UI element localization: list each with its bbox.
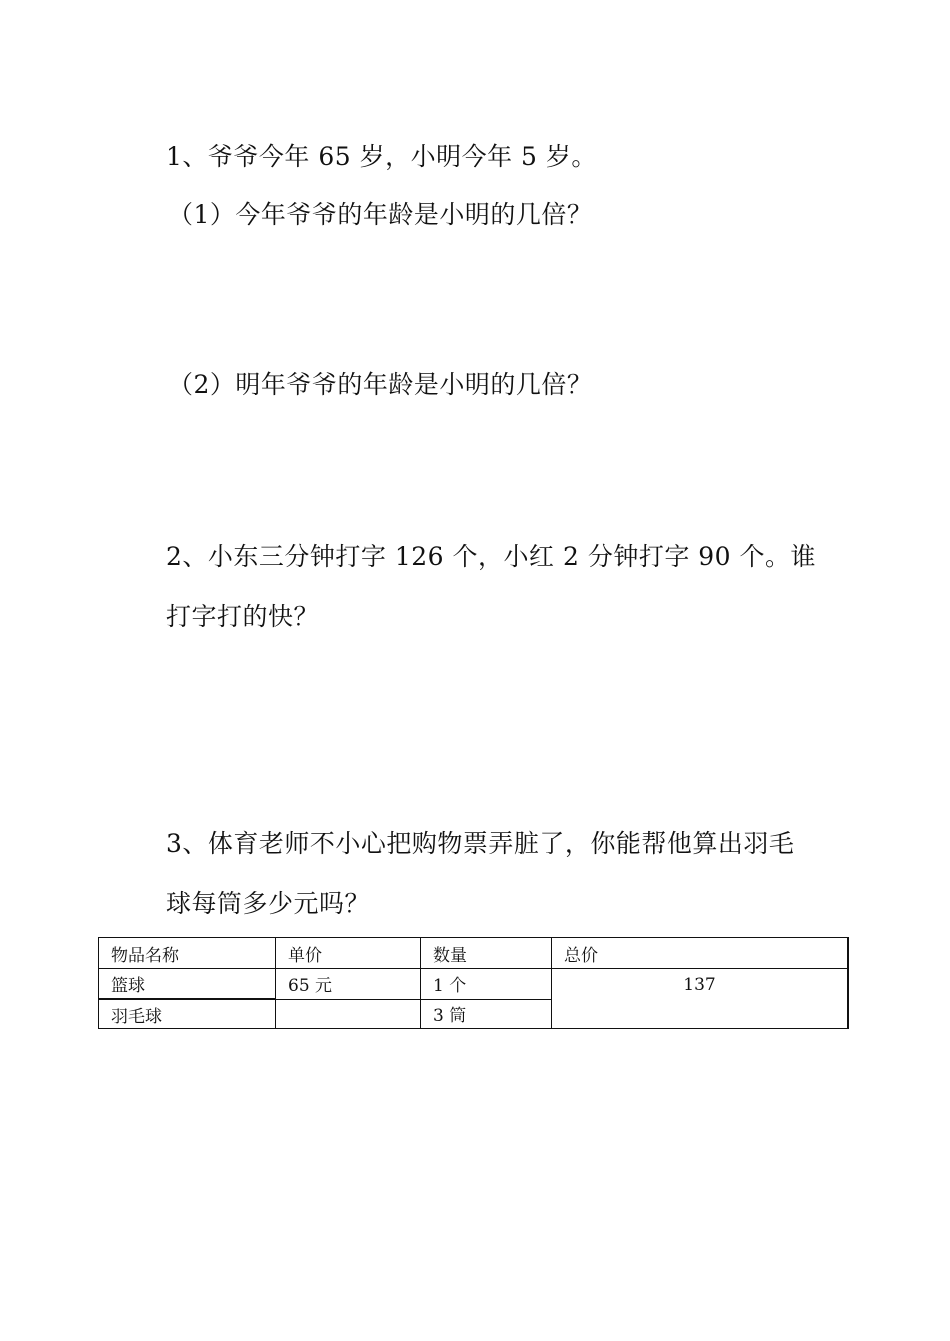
header-item-name: 物品名称: [99, 938, 276, 969]
cell-unit-price: 65 元: [276, 969, 421, 1000]
header-total-price: 总价: [552, 938, 849, 969]
cell-quantity: 3 筒: [421, 999, 552, 1029]
header-unit-price: 单价: [276, 938, 421, 969]
table-header-row: [99, 938, 849, 969]
table-row: [99, 969, 849, 1000]
question-3-line-2: 球每筒多少元吗？: [166, 889, 371, 918]
cell-item-name: 羽毛球: [99, 999, 276, 1029]
shopping-receipt-table: [98, 937, 849, 1029]
cell-total-price: 137: [552, 969, 849, 1029]
question-2-line-2: 打字打的快？: [166, 602, 320, 631]
cell-item-name: 篮球: [99, 969, 276, 1000]
cell-quantity: 1 个: [421, 969, 552, 1000]
question-2-line-1: 2、小东三分钟打字 126 个，小红 2 分钟打字 90 个。谁: [166, 542, 817, 571]
cell-unit-price-smudged: [276, 999, 421, 1029]
question-1: 1、爷爷今年 65 岁，小明今年 5 岁。: [166, 142, 597, 171]
question-1-part-2: （2）明年爷爷的年龄是小明的几倍？: [168, 370, 593, 399]
header-quantity: 数量: [421, 938, 552, 969]
question-3-line-1: 3、体育老师不小心把购物票弄脏了，你能帮他算出羽毛: [166, 829, 795, 858]
question-1-part-1: （1）今年爷爷的年龄是小明的几倍？: [168, 200, 593, 229]
